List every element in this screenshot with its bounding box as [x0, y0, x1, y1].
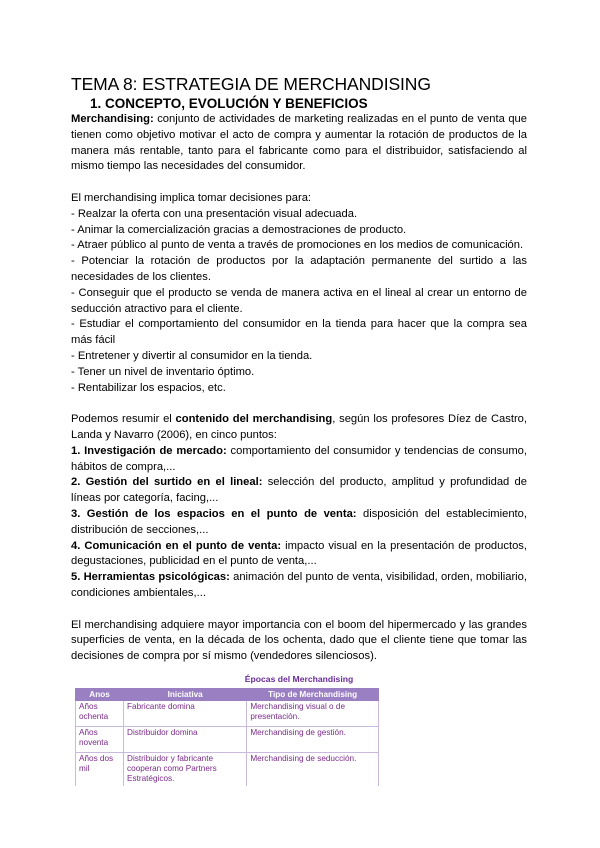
table-row — [76, 752, 379, 786]
table-title: Épocas del Merchandising — [244, 673, 354, 684]
content-point-text: animación del punto de venta, visibilidad, orden, mobiliario, condiciones ambientales,... — [71, 571, 527, 599]
content-point — [71, 570, 527, 602]
table-header-cell: Tipo de Merchandising — [247, 688, 379, 700]
table-cell: Años dos mil — [76, 752, 124, 786]
decision-item: - Estudiar el comportamiento del consumidor en la tienda para hacer que la compra sea más fácil — [71, 318, 527, 347]
definition-text: conjunto de actividades de marketing realizadas en el punto de venta que tienen como objetivo motivar el acto de compra y aumentar la rotación de productos de la manera más rentable, tanto para el fabricante como para el distribuidor, satisfaciendo al mismo tiempo las necesidades del consumidor. — [71, 113, 527, 173]
table-header-cell: Iniciativa — [124, 688, 247, 700]
table-row — [76, 700, 379, 726]
definition-term: Merchandising: — [71, 113, 154, 125]
content-point-text: selección del producto, amplitud y profundidad de líneas por categoría, facing,... — [71, 476, 527, 505]
decision-item: - Conseguir que el producto se venda de manera activa en el lineal al crear un entorno de seducción atractivo para el cliente. — [71, 286, 527, 315]
eras-table — [75, 688, 379, 786]
document-title: TEMA 8: ESTRATEGIA DE MERCHANDISING — [71, 74, 431, 94]
table-cell: Fabricante domina — [124, 700, 247, 726]
content-point-label: 1. Investigación de mercado: — [71, 444, 227, 457]
section-title: CONCEPTO, EVOLUCIÓN Y BENEFICIOS — [105, 96, 368, 111]
decision-item: - Tener un nivel de inventario óptimo. — [71, 365, 255, 378]
content-point — [71, 444, 527, 476]
content-intro — [71, 412, 527, 444]
content-point-label: 2. Gestión del surtido en el lineal: — [71, 476, 263, 489]
table-header-row — [76, 688, 379, 700]
definition-paragraph — [71, 112, 527, 175]
content-point-text: disposición del establecimiento, distribución de secciones,... — [71, 507, 527, 536]
document-page — [71, 74, 527, 786]
content-intro-pre: Podemos resumir el — [71, 413, 176, 426]
section-number: 1. — [90, 96, 102, 111]
table-cell: Merchandising de gestión. — [247, 726, 379, 752]
decision-item: - Realzar la oferta con una presentación visual adecuada. — [71, 207, 358, 220]
decision-item: - Atraer público al punto de venta a través de promociones en los medios de comunicación. — [71, 239, 524, 252]
decision-item: - Animar la comercialización gracias a demostraciones de producto. — [71, 223, 407, 236]
content-point-label: 3. Gestión de los espacios en el punto de venta: — [71, 507, 357, 520]
decision-item: - Entretener y divertir al consumidor en la tienda. — [71, 349, 313, 362]
content-point — [71, 507, 527, 539]
content-intro-bold: contenido del merchandising — [175, 413, 333, 426]
content-point-label: 5. Herramientas psicológicas: — [71, 571, 230, 584]
content-point-text: impacto visual en la presentación de productos, degustaciones, publicidad en el punto de venta,... — [71, 539, 527, 568]
decision-item: - Potenciar la rotación de productos por la adaptación permanente del surtido a las necesidades de los clientes. — [71, 255, 527, 283]
eras-table-wrapper — [75, 688, 379, 786]
decision-item: - Rentabilizar los espacios, etc. — [71, 381, 226, 394]
table-cell: Distribuidor domina — [124, 726, 247, 752]
table-cell: Distribuidor y fabricante cooperan como Partners Estratégicos. — [124, 752, 247, 786]
table-cell: Merchandising visual o de presentación. — [247, 700, 379, 726]
content-intro-post: , según los profesores Díez de Castro, Landa y Navarro (2006), en cinco puntos: — [71, 413, 528, 441]
content-point — [71, 539, 527, 571]
table-cell: Años ochenta — [76, 700, 124, 726]
table-cell: Años noventa — [76, 726, 124, 752]
section-heading — [90, 95, 527, 112]
content-point-text: comportamiento del consumidor y tendencias de consumo, hábitos de compra,... — [71, 444, 527, 473]
table-cell: Merchandising de seducción. — [247, 752, 379, 786]
content-point — [71, 475, 527, 507]
table-row — [76, 726, 379, 752]
content-point-label: 4. Comunicación en el punto de venta: — [71, 539, 282, 552]
decisions-intro: El merchandising implica tomar decisiones para: — [71, 191, 312, 204]
table-header-cell: Anos — [76, 688, 124, 700]
importance-paragraph: El merchandising adquiere mayor importancia con el boom del hipermercado y las grandes superficies de venta, en la década de los ochenta, dado que el cliente tiene que tomar las decisiones de compra por sí mismo (vendedores silenciosos). — [71, 618, 527, 663]
